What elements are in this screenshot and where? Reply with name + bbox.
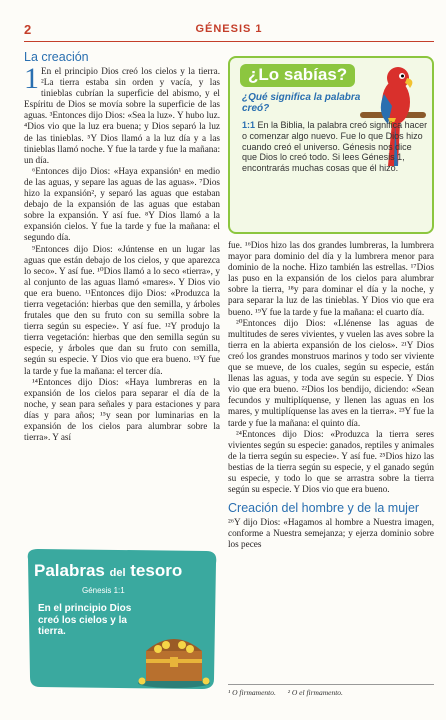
footnote-1: ¹ O firmamento. — [228, 688, 276, 697]
body-text-left — [24, 62, 221, 443]
verse-ref: 1:1 — [242, 120, 256, 130]
treasure-ref: Génesis 1:1 — [82, 586, 125, 595]
did-you-know-body: En la Biblia, la palabra creó significa hacer o comenzar algo nuevo. Fue lo que Dios hizo cuando creó el universo. Génesis nos dice que Dios lo creó todo. Si lees Génesis 1, encontrarás muchas cosas que él hizo. — [242, 120, 428, 174]
paragraph-text: En el principio Dios creó los cielos y la tierra. ²La tierra estaba sin orden y vacía, y las tinieblas cubrían la superficie del abismo, y el Espíritu de Dios se movía sobre la superficie de las aguas. ³Entonces dijo Dios: «Sea la luz». Y hubo luz. ⁴Dios vio que la luz era buena; y Dios separó la luz de las tinieblas. ⁵Y Dios llamó a la luz día y a las tinieblas llamó noche. Y fue la tarde y fue la mañana: un día. — [24, 66, 221, 165]
treasure-words-box — [24, 545, 220, 693]
drop-cap: 1 — [24, 62, 39, 95]
paragraph: fue. ¹⁶Dios hizo las dos grandes lumbreras, la lumbrera mayor para dominio del día y la lumbrera menor para dominio de la noche. Hizo también las estrellas. ¹⁷Dios las puso en la expansión de los cielos para alumbrar sobre la tierra, ¹⁸y para dominar el día y la noche, y para separar la luz de las tinieblas. Y Dios vio que era bueno. ¹⁹Y fue la tarde y fue la mañana: el cuarto día. — [228, 240, 434, 317]
paragraph: ²⁰Entonces dijo Dios: «Llénense las aguas de multitudes de seres vivientes, y vuelen las aves sobre la tierra en la abierta expansión de los cielos». ²¹Y Dios creó los grandes monstruos marinos y todo ser viviente que se mueve, de los cuales, según su especie, están llenas las aguas, y toda ave según su especie. Y Dios vio que era bueno. ²²Dios los bendijo, diciendo: «Sean fecundos y multiplíquense, y llenen las aguas en los mares, y multiplíquense las aves en la tierra». ²³Y fue la tarde y fue la mañana: el quinto día. — [228, 317, 434, 428]
footnotes — [228, 684, 434, 697]
did-you-know-text — [242, 120, 428, 174]
treasure-title — [34, 561, 182, 581]
did-you-know-box — [228, 56, 434, 234]
treasure-chest-icon — [134, 623, 214, 689]
page-header — [24, 22, 434, 42]
body-text-right — [228, 240, 434, 495]
treasure-title-b: del — [109, 567, 126, 579]
paragraph: ²⁴Entonces dijo Dios: «Produzca la tierra seres vivientes según su especie: ganados, reptiles y animales de la tierra según su especie». Y así fue. ²⁵Dios hizo las bestias de la tierra según su especie, y el ganado según su especie, y todo lo que se arrastra sobre la tierra según su especie. Y Dios vio que era bueno. — [228, 428, 434, 495]
footnote-2: ² O el firmamento. — [287, 688, 343, 697]
treasure-title-c: tesoro — [130, 561, 183, 580]
left-column — [24, 50, 220, 443]
treasure-title-a: Palabras — [34, 561, 105, 580]
did-you-know-title: ¿Lo sabías? — [240, 64, 355, 87]
body-text-right-2 — [228, 517, 434, 550]
running-head: GÉNESIS 1 — [195, 23, 263, 35]
paragraph — [24, 62, 221, 166]
section-heading-2: Creación del hombre y de la mujer — [228, 501, 420, 516]
section-heading: La creación — [24, 50, 89, 64]
paragraph: ²⁶Y dijo Dios: «Hagamos al hombre a Nuestra imagen, conforme a Nuestra semejanza; y ejerza dominio sobre los peces — [228, 517, 434, 550]
paragraph: ¹⁴Entonces dijo Dios: «Haya lumbreras en la expansión de los cielos para separar el día de la noche, y sean para señales y para estaciones y para días y para años; ¹⁵y sean por luminarias en la expansión de los cielos para alumbrar sobre la tierra». Y así — [24, 376, 220, 443]
right-column — [228, 240, 434, 550]
paragraph: ⁹Entonces dijo Dios: «Júntense en un lugar las aguas que están debajo de los cielos, y que aparezca lo seco». Y así fue. ¹⁰Dios llamó a lo seco «tierra», y al conjunto de las aguas llamó «mares». Y Dios vio que era bueno. ¹¹Entonces dijo Dios: «Produzca la tierra vegetación: hierbas que den semilla, y árboles frutales que den su fruto con su semilla sobre la tierra según su especie». Y así fue. ¹²Y produjo la tierra vegetación: hierbas que den semilla según su especie, y árboles que dan su fruto con semilla, según su especie. Y Dios vio que era bueno. ¹³Y fue la tarde y fue la mañana: el tercer día. — [24, 243, 220, 376]
paragraph: ⁶Entonces dijo Dios: «Haya expansión¹ en medio de las aguas, y separe las aguas de las aguas». ⁷Dios hizo la expansión², y separó las aguas que estaban debajo de la expansión de las aguas que estaban sobre la expansión. Y así fue. ⁸Y Dios llamó a la expansión cielos. Y fue la tarde y fue la mañana: el segundo día. — [24, 165, 220, 243]
treasure-verse: En el principio Dios creó los cielos y la tierra. — [38, 603, 132, 637]
page-number: 2 — [24, 22, 32, 37]
did-you-know-question: ¿Qué significa la palabra creó? — [242, 92, 361, 114]
header-rule — [24, 41, 434, 42]
